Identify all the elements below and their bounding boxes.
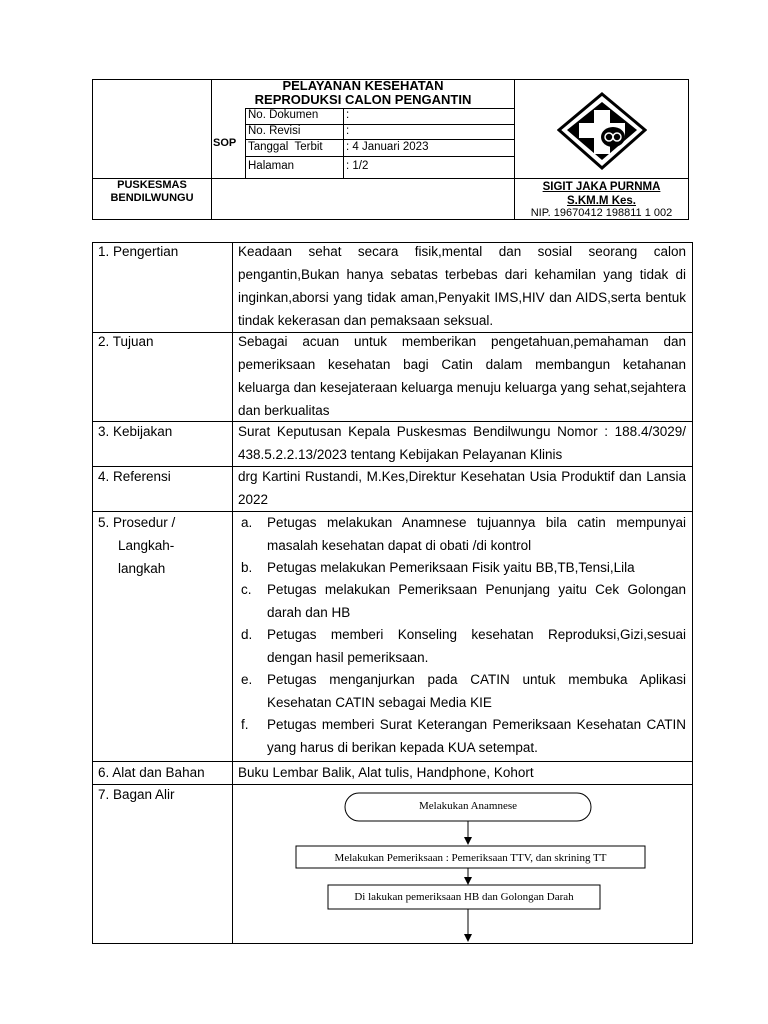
signer-name-line: SIGIT JAKA PURNMA <box>542 181 661 193</box>
section-label-bagan: 7. Bagan Alir <box>98 787 175 802</box>
field-value-no-revisi: : <box>346 125 350 137</box>
flowchart-step-hb: Di lakukan pemeriksaan HB dan Golongan Darah <box>354 891 574 903</box>
signer-title-line: S.KM.M Kes. <box>566 195 636 207</box>
procedure-item <box>238 557 686 580</box>
field-value-no-dokumen: : <box>346 109 350 121</box>
document-title <box>212 79 514 107</box>
field-label-halaman: Halaman <box>248 160 295 172</box>
flowchart-connectors <box>290 790 660 950</box>
title-line: PELAYANAN KESEHATAN <box>282 78 444 93</box>
section-text-tujuan: Sebagai acuan untuk memberikan pengetahuan,pemahaman dan pemeriksaan kesehatan bagi Catin dalam membangun ketahanan keluarga dan kesejateraan keluarga menuju keluarga yang sehat,sejahtera dan berkualitas <box>238 334 686 418</box>
section-label-prosedur <box>98 511 175 580</box>
section-text-alat: Buku Lembar Balik, Alat tulis, Handphone, Kohort <box>238 765 534 780</box>
section-label-kebijakan: 3. Kebijakan <box>98 424 173 439</box>
section-text-referensi: drg Kartini Rustandi, M.Kes,Direktur Kesehatan Usia Produktif dan Lansia 2022 <box>238 469 686 507</box>
header-divider <box>245 139 514 140</box>
section-label-alat: 6. Alat dan Bahan <box>98 765 205 780</box>
field-value-halaman: : 1/2 <box>346 160 369 172</box>
header-divider <box>245 156 514 157</box>
procedure-item <box>238 512 686 557</box>
section-label-pengertian: 1. Pengertian <box>98 244 179 259</box>
label-line: Langkah- <box>118 538 175 553</box>
label-line: 5. Prosedur / <box>98 515 176 530</box>
field-value-tanggal-terbit: : 4 Januari 2023 <box>346 141 429 153</box>
flowchart-step-anamnese: Melakukan Anamnese <box>418 800 518 812</box>
row-divider <box>92 784 693 785</box>
title-line: REPRODUKSI CALON PENGANTIN <box>254 92 472 107</box>
procedure-item <box>238 579 686 624</box>
field-label-no-dokumen: No. Dokumen <box>248 109 319 121</box>
field-label-no-revisi: No. Revisi <box>248 125 301 137</box>
procedure-item-text: Petugas melakukan Pemeriksaan Penunjang yaitu Cek Golongan darah dan HB <box>267 582 686 620</box>
org-line: BENDILWUNGU <box>110 192 194 204</box>
procedure-item-key: a. <box>241 515 253 530</box>
procedure-item-key: b. <box>241 560 253 575</box>
signer-name <box>514 180 689 208</box>
column-divider <box>232 242 233 944</box>
procedure-item-text: Petugas melakukan Pemeriksaan Fisik yaitu BB,TB,Tensi,Lila <box>267 560 635 575</box>
section-text-pengertian: Keadaan sehat secara fisik,mental dan sosial seorang calon pengantin,Bukan hanya sebatas terbebas dari kehamilan yang tidak di inginkan,aborsi yang tidak aman,Penyakit IMS,HIV dan AIDS,serta bentuk tindak kekerasan dan pemaksaan seksual. <box>238 244 686 328</box>
organization-name <box>92 179 212 205</box>
puskesmas-logo-icon <box>557 92 647 170</box>
section-text-kebijakan: Surat Keputusan Kepala Puskesmas Bendilwungu Nomor : 188.4/3029/ 438.5.2.2.13/2023 tentang Kebijakan Pelayanan Klinis <box>238 424 686 462</box>
sop-label: SOP <box>213 137 237 149</box>
signer-nip: NIP. 19670412 198811 1 002 <box>530 207 673 219</box>
procedure-item-key: d. <box>241 627 253 642</box>
procedure-item-text: Petugas menganjurkan pada CATIN untuk membuka Aplikasi Kesehatan CATIN sebagai Media KIE <box>267 672 686 710</box>
procedure-item-text: Petugas memberi Konseling kesehatan Reproduksi,Gizi,sesuai dengan hasil pemeriksaan. <box>267 627 686 665</box>
procedure-item <box>238 669 686 714</box>
procedure-item-text: Petugas melakukan Anamnese tujuannya bila catin mempunyai masalah kesehatan dapat di obati /di kontrol <box>267 515 686 553</box>
flowchart-step-pemeriksaan: Melakukan Pemeriksaan : Pemeriksaan TTV, dan skrining TT <box>334 852 607 864</box>
section-label-tujuan: 2. Tujuan <box>98 334 154 349</box>
procedure-item-text: Petugas memberi Surat Keterangan Pemeriksaan Kesehatan CATIN yang harus di berikan kepada KUA setempat. <box>267 717 686 755</box>
org-line: PUSKESMAS <box>117 179 187 191</box>
procedure-item <box>238 624 686 669</box>
procedure-item-key: f. <box>241 717 249 732</box>
field-label-tanggal-terbit: Tanggal Terbit <box>248 141 323 153</box>
procedure-item <box>238 714 686 759</box>
header-divider <box>343 108 344 178</box>
section-label-referensi: 4. Referensi <box>98 469 171 484</box>
procedure-item-key: c. <box>241 582 252 597</box>
procedure-item-key: e. <box>241 672 253 687</box>
header-divider <box>245 108 246 178</box>
label-line: langkah <box>118 561 166 576</box>
